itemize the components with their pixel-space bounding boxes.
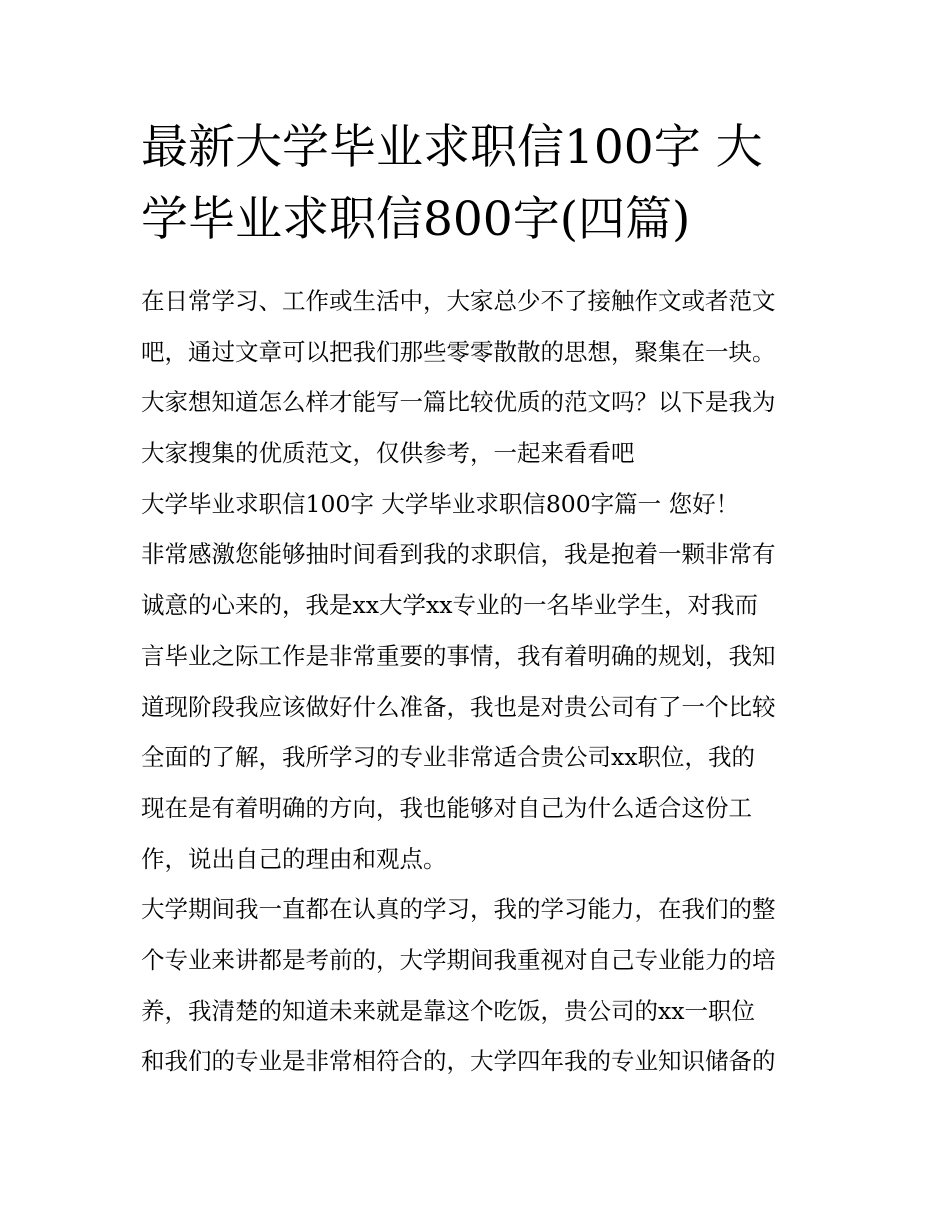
body-line: 吧，通过文章可以把我们那些零零散散的思想，聚集在一块。 <box>141 337 776 366</box>
section-heading-line: 大学毕业求职信100字 大学毕业求职信800字篇一 您好！ <box>141 489 740 518</box>
title-line-1: 最新大学毕业求职信100字 大 <box>141 120 763 175</box>
body-line: 养，我清楚的知道未来就是靠这个吃饭，贵公司的xx一职位 <box>141 996 756 1025</box>
body-line: 大学期间我一直都在认真的学习，我的学习能力，在我们的整 <box>141 895 776 924</box>
body-line: 大家想知道怎么样才能写一篇比较优质的范文吗？以下是我为 <box>141 388 776 417</box>
body-line: 和我们的专业是非常相符合的，大学四年我的专业知识储备的 <box>141 1047 776 1076</box>
body-line: 在日常学习、工作或生活中，大家总少不了接触作文或者范文 <box>141 287 776 315</box>
body-line: 言毕业之际工作是非常重要的事情，我有着明确的规划，我知 <box>141 641 776 670</box>
document-body <box>141 276 821 1087</box>
body-line: 非常感激您能够抽时间看到我的求职信，我是抱着一颗非常有 <box>141 540 776 569</box>
body-line: 作，说出自己的理由和观点。 <box>141 844 447 873</box>
title-line-2: 学毕业求职信800字(四篇) <box>141 192 691 247</box>
body-line: 大家搜集的优质范文，仅供参考，一起来看看吧 <box>141 439 635 468</box>
body-line: 全面的了解，我所学习的专业非常适合贵公司xx职位，我的 <box>141 743 756 772</box>
body-line: 道现阶段我应该做好什么准备，我也是对贵公司有了一个比较 <box>141 692 776 721</box>
body-line: 诚意的心来的，我是xx大学xx专业的一名毕业学生，对我而 <box>141 591 759 620</box>
document-title <box>141 112 821 256</box>
body-line: 现在是有着明确的方向，我也能够对自己为什么适合这份工 <box>141 793 752 822</box>
body-line: 个专业来讲都是考前的，大学期间我重视对自己专业能力的培 <box>141 945 776 974</box>
